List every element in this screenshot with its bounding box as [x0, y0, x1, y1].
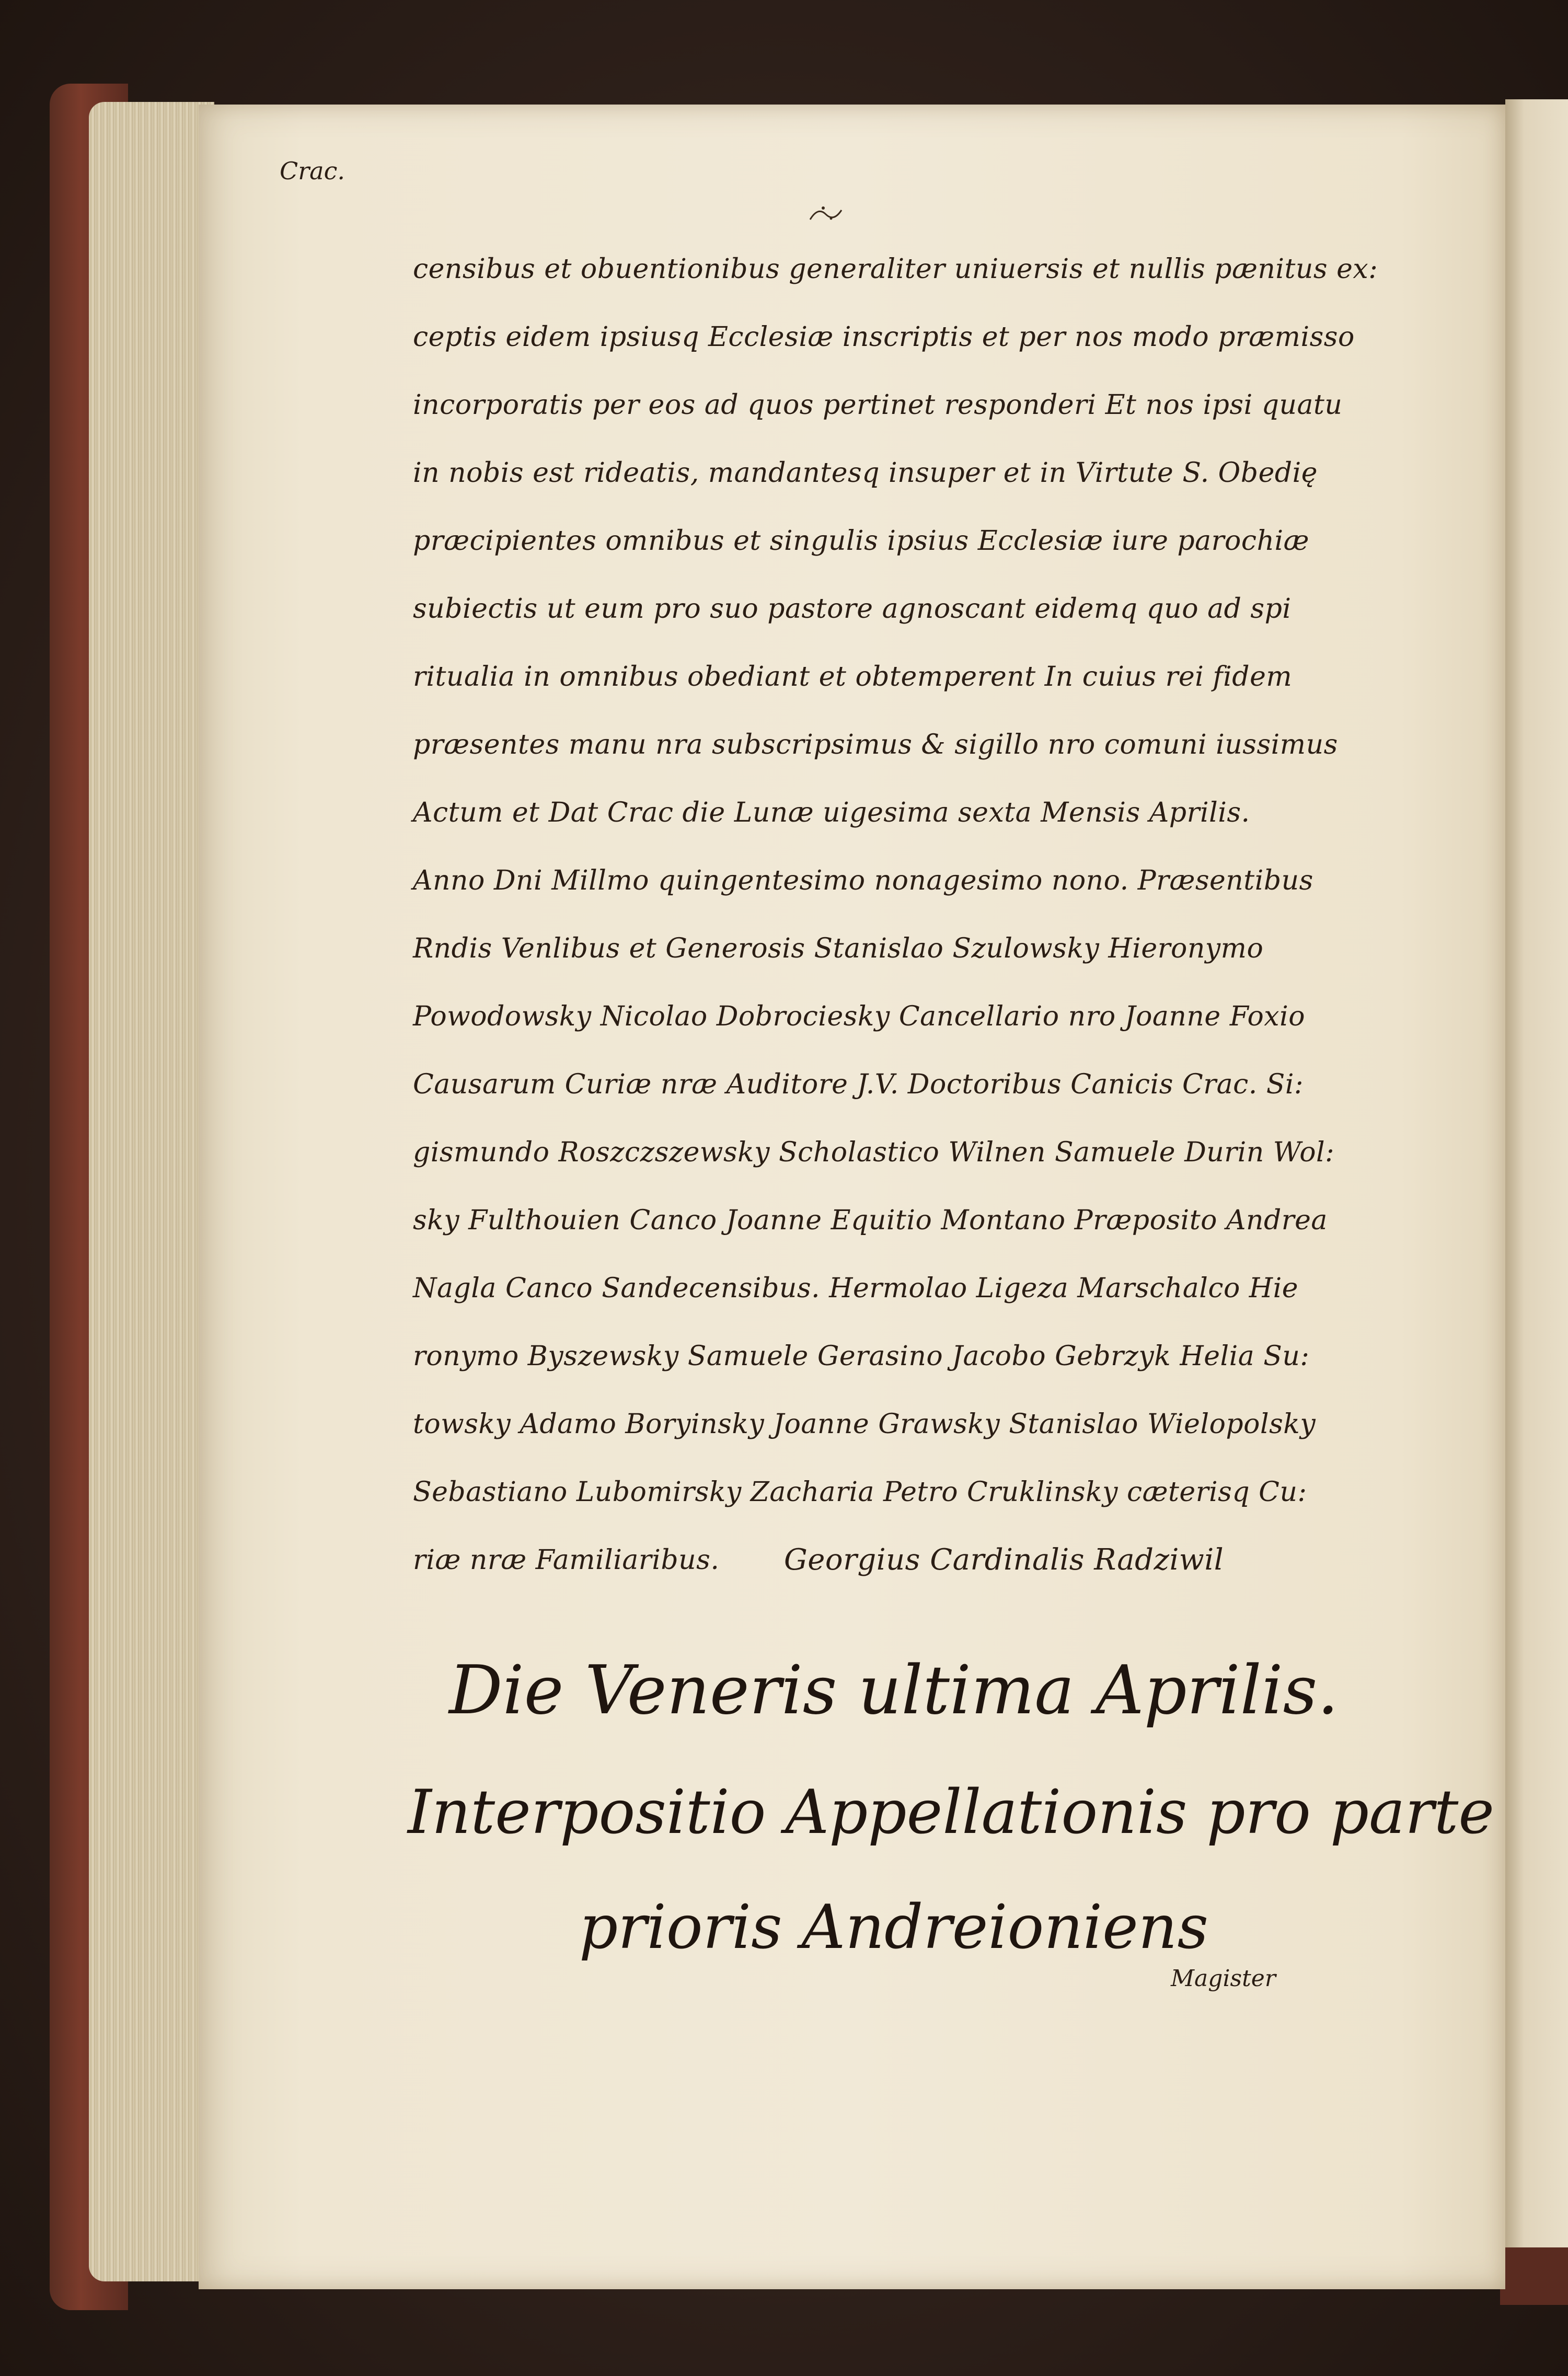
text-line: Anno Dni Millmo quingentesimo nonagesimo nono. Præsentibus [413, 865, 1313, 896]
heading-subtitle: prioris Andreioniens [579, 1892, 1209, 1963]
text-line: Sebastiano Lubomirsky Zacharia Petro Cruklinsky cæterisq Cu: [413, 1477, 1307, 1508]
text-line: in nobis est rideatis, mandantesq insuper et in Virtute S. Obedię [413, 457, 1318, 489]
text-line: incorporatis per eos ad quos pertinet responderi Et nos ipsi quatu [413, 389, 1343, 421]
folio-mark: Crac. [280, 157, 345, 185]
text-line: subiectis ut eum pro suo pastore agnoscant eidemq quo ad spi [413, 593, 1292, 625]
text-line: sky Fulthouien Canco Joanne Equitio Montano Præposito Andrea [413, 1205, 1328, 1236]
text-line: towsky Adamo Boryinsky Joanne Grawsky Stanislao Wielopolsky [413, 1409, 1316, 1440]
text-line: Nagla Canco Sandecensibus. Hermolao Ligeza Marschalco Hie [413, 1273, 1299, 1304]
heading-date: Die Veneris ultima Aprilis. [449, 1652, 1339, 1729]
book-cover-corner [1500, 2247, 1568, 2305]
heading-title: Interpositio Appellationis pro parte [408, 1777, 1494, 1848]
body-text [413, 235, 1378, 1594]
signature: Georgius Cardinalis Radziwil [784, 1543, 1224, 1577]
text-line: gismundo Roszczszewsky Scholastico Wilnen Samuele Durin Wol: [413, 1137, 1335, 1168]
text-line: præsentes manu nra subscripsimus & sigillo nro comuni iussimus [413, 729, 1338, 760]
text-line: Actum et Dat Crac die Lunæ uigesima sexta Mensis Aprilis. [413, 797, 1250, 828]
ink-flourish [808, 204, 844, 225]
text-line: censibus et obuentionibus generaliter uniuersis et nullis pænitus ex: [413, 253, 1378, 285]
text-line: ritualia in omnibus obediant et obtemperent In cuius rei fidem [413, 661, 1293, 693]
marginal-note: Magister [1171, 1965, 1276, 1992]
closing-line [413, 1526, 1354, 1594]
text-line: Rndis Venlibus et Generosis Stanislao Szulowsky Hieronymo [413, 933, 1264, 964]
text-line: riæ nræ Familiaribus. [413, 1544, 720, 1576]
text-line: Powodowsky Nicolao Dobrociesky Cancellario nro Joanne Foxio [413, 1001, 1306, 1032]
text-line: præcipientes omnibus et singulis ipsius Ecclesiæ iure parochiæ [413, 525, 1309, 557]
text-line: Causarum Curiæ nræ Auditore J.V. Doctoribus Canicis Crac. Si: [413, 1069, 1304, 1100]
text-line: ronymo Byszewsky Samuele Gerasino Jacobo Gebrzyk Helia Su: [413, 1341, 1310, 1372]
facing-page-edge [1505, 99, 1568, 2294]
page-edges [89, 102, 214, 2281]
text-line: ceptis eidem ipsiusq Ecclesiæ inscriptis et per nos modo præmisso [413, 321, 1355, 353]
